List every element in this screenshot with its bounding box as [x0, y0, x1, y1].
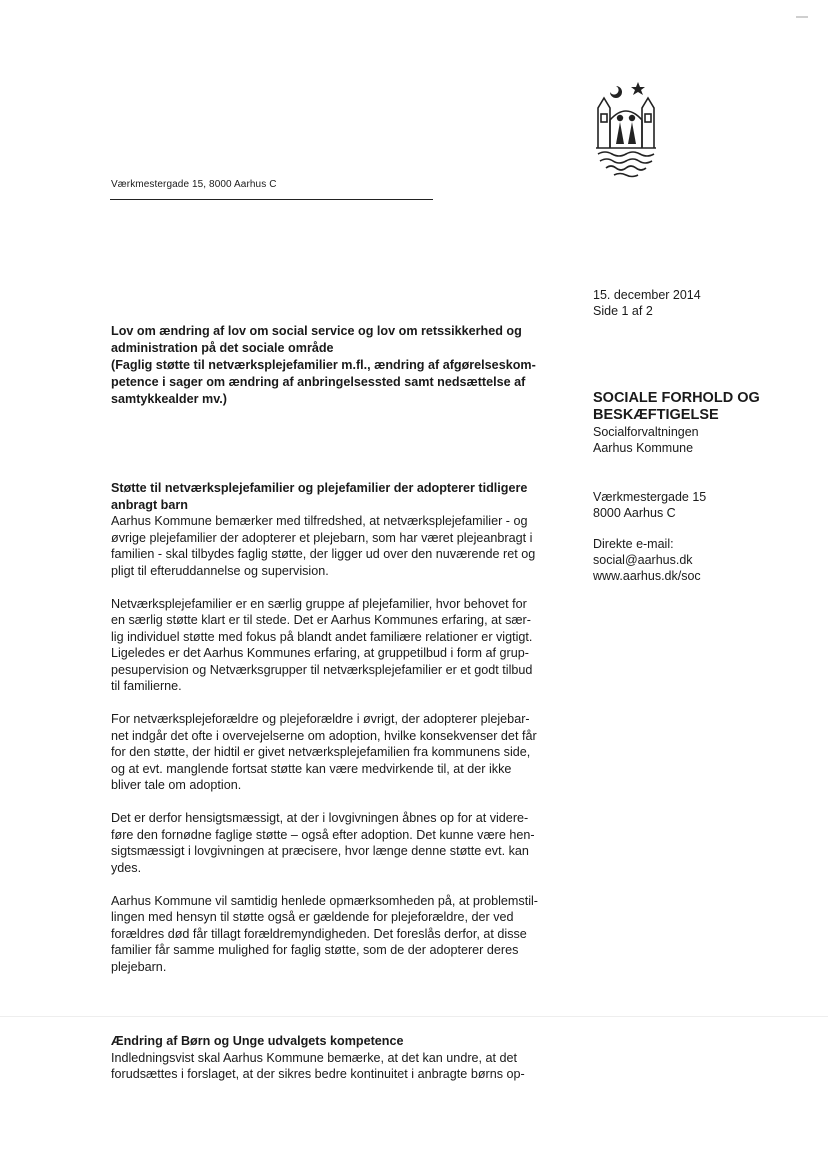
text-line: lig individuel støtte med fokus på blandt andet familiære relationer er vigtigt. [111, 629, 533, 644]
letter-date: 15. december 2014 [593, 288, 701, 302]
paragraph [111, 810, 563, 876]
department-title [593, 390, 760, 424]
paragraph [111, 893, 563, 976]
aarhus-coat-of-arms-icon [586, 78, 666, 178]
paragraph [111, 1050, 563, 1083]
contact-block [593, 536, 701, 584]
text-line: pesupervision og Netværksgrupper til netværksplejefamilier er et godt tilbud [111, 662, 533, 677]
text-line: føre den fornødne faglige støtte – også efter adoption. Det kunne være hen- [111, 827, 535, 842]
text-line: plejebarn. [111, 959, 167, 974]
address-divider [110, 199, 433, 200]
section-network-foster-families [111, 480, 563, 975]
text-line: Aarhus Kommune bemærker med tilfredshed, at netværksplejefamilier - og [111, 514, 528, 528]
paragraph [111, 596, 563, 695]
email-label: Direkte e-mail: [593, 537, 674, 551]
page-indicator: Side 1 af 2 [593, 304, 653, 318]
department-unit: Socialforvaltningen [593, 425, 699, 439]
text-line: For netværksplejeforældre og plejeforældre i øvrigt, der adopterer plejebar- [111, 712, 530, 726]
text-line: net indgår det ofte i overvejelserne om adoption, hvilke konsekvenser det får [111, 728, 537, 743]
address-block [593, 489, 706, 521]
text-line: for den støtte, der hidtil er givet netværksplejefamilien fra kommunens side, [111, 745, 531, 759]
department-title-line: BESKÆFTIGELSE [593, 407, 719, 423]
heading-line: Ændring af Børn og Unge udvalgets kompetence [111, 1034, 404, 1048]
text-line: sigtsmæssigt i lovgivningen at præcisere, hvor længe denne støtte evt. kan [111, 844, 529, 858]
text-line: Ligeledes er det Aarhus Kommunes erfaring, at gruppetilbud i form af grup- [111, 646, 529, 660]
letter-subject [111, 323, 563, 408]
email-link[interactable]: social@aarhus.dk [593, 553, 693, 567]
subject-line: Lov om ændring af lov om social service og lov om retssikkerhed og [111, 324, 522, 338]
text-line: Det er derfor hensigtsmæssigt, at der i lovgivningen åbnes op for at videre- [111, 811, 529, 825]
text-line: familier får samme mulighed for faglig støtte, som de der adopterer deres [111, 943, 519, 957]
address-city: 8000 Aarhus C [593, 506, 676, 520]
text-line: familien - skal tilbydes faglig støtte, der ligger ud over den nuværende ret og [111, 547, 536, 561]
department-title-line: SOCIALE FORHOLD OG [593, 390, 760, 406]
text-line: øvrige plejefamilier der adopterer et plejebarn, som har været plejeanbragt i [111, 530, 533, 545]
subject-line: administration på det sociale område [111, 341, 334, 355]
subject-line: petence i sager om ændring af anbringelsessted samt nedsættelse af [111, 375, 526, 389]
text-line: pligt til efteruddannelse og supervision. [111, 563, 329, 578]
text-line: Indledningsvist skal Aarhus Kommune bemærke, at det kan undre, at det [111, 1050, 518, 1065]
paragraph [111, 711, 563, 794]
web-link[interactable]: www.aarhus.dk/soc [593, 569, 701, 583]
address-street: Værkmestergade 15 [593, 490, 707, 504]
text-line: bliver tale om adoption. [111, 778, 242, 792]
date-block [593, 287, 701, 319]
paragraph [111, 513, 563, 579]
heading-line: anbragt barn [111, 497, 188, 512]
text-line: lingen med hensyn til støtte også er gældende for plejeforældre, der ved [111, 910, 514, 924]
subject-line: (Faglig støtte til netværksplejefamilier m.fl., ændring af afgørelseskom- [111, 358, 536, 372]
text-line: og at evt. manglende fortsat støtte kan være medvirkende til, at der ikke [111, 761, 512, 776]
scan-fold-line [0, 1016, 828, 1017]
text-line: ydes. [111, 860, 142, 875]
text-line: Aarhus Kommune vil samtidig henlede opmærksomheden på, at problemstil- [111, 893, 538, 908]
text-line: Netværksplejefamilier er en særlig gruppe af plejefamilier, hvor behovet for [111, 596, 527, 611]
department-municipality: Aarhus Kommune [593, 441, 694, 455]
text-line: en særlig støtte klart er til stede. Det er Aarhus Kommunes erfaring, at sær- [111, 613, 531, 627]
text-line: til familierne. [111, 679, 182, 693]
heading-line: Støtte til netværksplejefamilier og plejefamilier der adopterer tidligere [111, 481, 528, 495]
section-committee-competence [111, 1033, 563, 1083]
sender-address: Værkmestergade 15, 8000 Aarhus C [111, 179, 277, 190]
text-line: forældres død får tillagt forældremyndigheden. Det foreslås derfor, at disse [111, 926, 527, 941]
department-block [593, 390, 760, 456]
text-line: forudsættes i forslaget, at der sikres bedre kontinuitet i anbragte børns op- [111, 1067, 525, 1081]
subject-line: samtykkealder mv.) [111, 392, 227, 406]
section-heading [111, 480, 563, 513]
scan-mark [796, 16, 808, 18]
section-heading [111, 1033, 563, 1050]
